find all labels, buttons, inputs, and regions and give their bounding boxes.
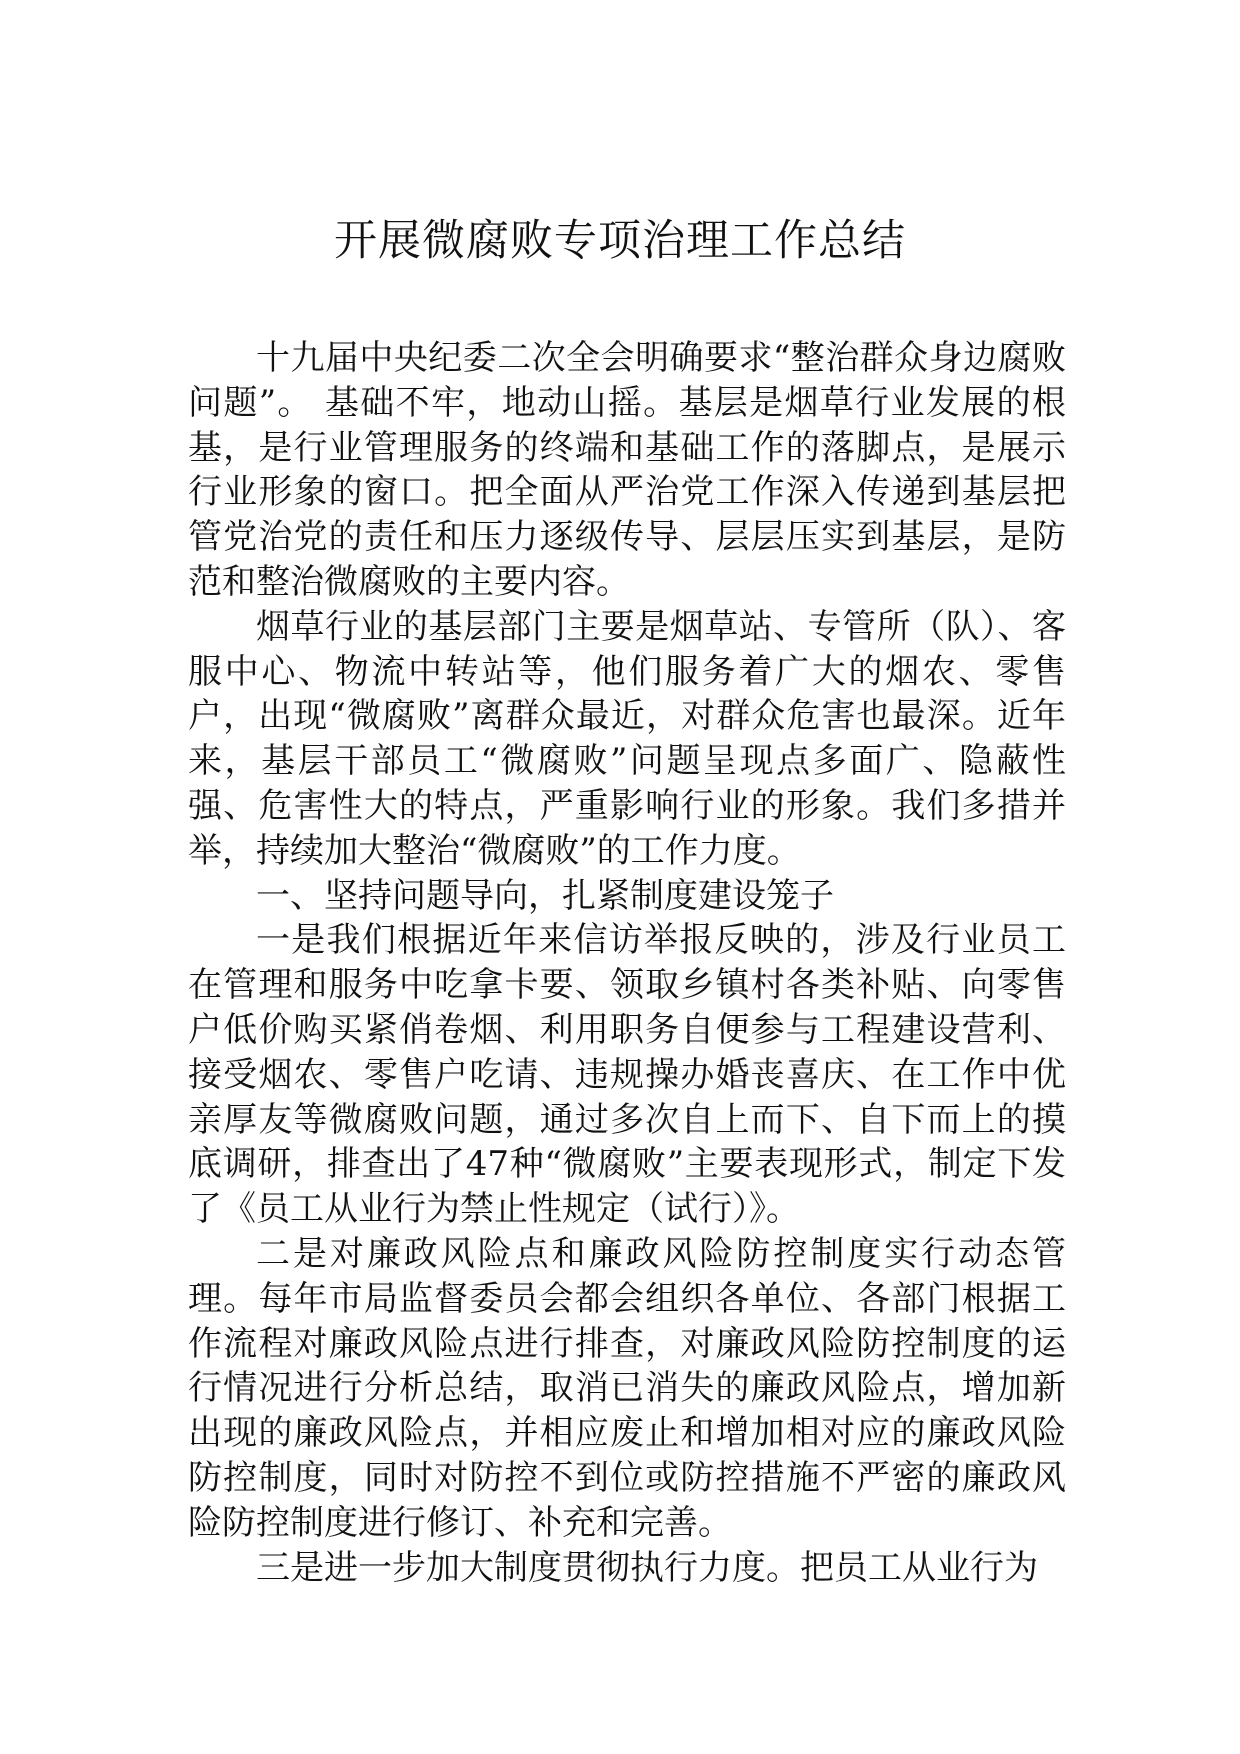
paragraph-background: 烟草行业的基层部门主要是烟草站、专管所（队）、客服中心、物流中转站等，他们服务着广大的烟农、零售户，出现“微腐败”离群众最近，对群众危害也最深。近年来，基层干部员工“微腐败”问题呈现点多面广、隐蔽性强、危害性大的特点，严重影响行业的形象。我们多措并举，持续加大整治“微腐败”的工作力度。 <box>188 606 1066 871</box>
section-heading-1: 一、坚持问题导向，扎紧制度建设笼子 <box>256 875 834 916</box>
paragraph-intro: 十九届中央纪委二次全会明确要求“整治群众身边腐败问题”。 基础不牢，地动山摇。基层是烟草行业发展的根基，是行业管理服务的终端和基础工作的落脚点，是展示行业形象的窗口。把全面从严治党工作深入传递到基层把管党治党的责任和压力逐级传导、层层压实到基层，是防范和整治微腐败的主要内容。 <box>188 338 1066 602</box>
paragraph-point-1: 一是我们根据近年来信访举报反映的，涉及行业员工在管理和服务中吃拿卡要、领取乡镇村各类补贴、向零售户低价购买紧俏卷烟、利用职务自便参与工程建设营利、接受烟农、零售户吃请、违规操办婚丧喜庆、在工作中优亲厚友等微腐败问题，通过多次自上而下、自下而上的摸底调研，排查出了47种“微腐败”主要表现形式，制定下发了《员工从业行为禁止性规定（试行）》。 <box>188 920 1066 1230</box>
document-title: 开展微腐败专项治理工作总结 <box>334 216 906 266</box>
paragraph-point-3: 三是进一步加大制度贯彻执行力度。把员工从业行为 <box>256 1547 1038 1588</box>
document-body <box>188 336 1066 1590</box>
paragraph-point-2: 二是对廉政风险点和廉政风险防控制度实行动态管理。每年市局监督委员会都会组织各单位、各部门根据工作流程对廉政风险点进行排查，对廉政风险防控制度的运行情况进行分析总结，取消已消失的廉政风险点，增加新出现的廉政风险点，并相应废止和增加相对应的廉政风险防控制度，同时对防控不到位或防控措施不严密的廉政风险防控制度进行修订、补充和完善。 <box>188 1233 1066 1543</box>
